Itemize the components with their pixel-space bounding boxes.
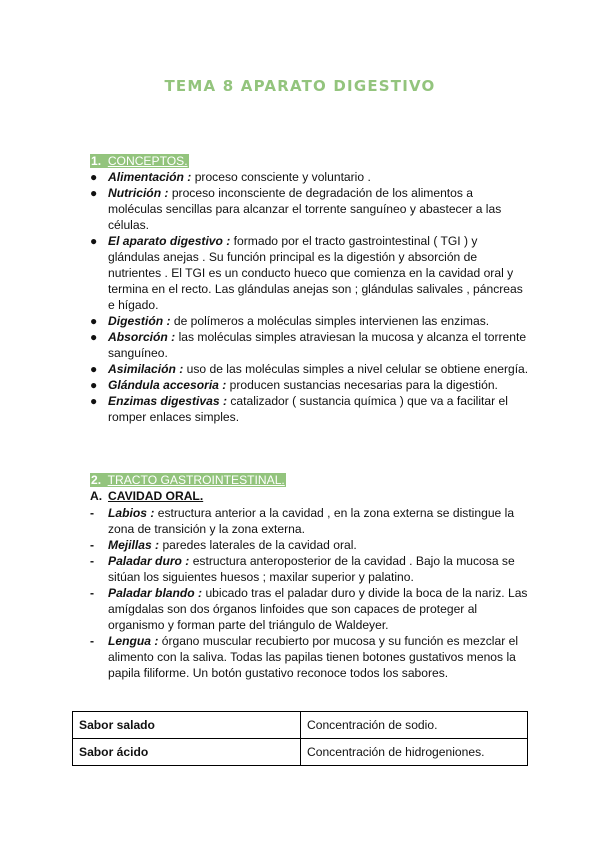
bullet-icon: ● xyxy=(90,186,98,200)
tastes-table xyxy=(72,711,528,766)
section-highlight xyxy=(90,473,286,487)
subsection-letter: A. xyxy=(90,489,103,503)
section-heading-tracto xyxy=(90,473,286,487)
page-title: TEMA 8 APARATO DIGESTIVO xyxy=(164,77,436,95)
bullet-icon: ● xyxy=(90,362,98,376)
list-item: ● Glándula accesoria : producen sustancias necesarias para la digestión. xyxy=(90,378,498,392)
section-number: 2. xyxy=(91,473,102,487)
list-item: - Labios : estructura anterior a la cavidad , en la zona externa se distingue la zona de transición y la zona externa. xyxy=(90,506,515,536)
list-item: - Paladar blando : ubicado tras el paladar duro y divide la boca de la nariz. Las amígdalas son dos órganos linfoides que son capaces de proteger al organismo y forman parte del triángulo de Waldeyer. xyxy=(90,586,528,632)
bullet-icon: ● xyxy=(90,378,98,392)
list-item: ● Digestión : de polímeros a moléculas simples intervienen las enzimas. xyxy=(90,314,490,328)
subsection-title: CAVIDAD ORAL. xyxy=(108,489,204,503)
bullet-icon: ● xyxy=(90,234,98,248)
list-item: ● Asimilación : uso de las moléculas simples a nivel celular se obtiene energía. xyxy=(90,362,529,376)
table-cell-value: Concentración de sodio. xyxy=(301,712,528,739)
section-title: TRACTO GASTROINTESTINAL. xyxy=(107,473,285,487)
table-cell-key: Sabor salado xyxy=(73,712,301,739)
bullet-icon: ● xyxy=(90,394,98,408)
bullet-icon: ● xyxy=(90,314,98,328)
dash-bullet: - xyxy=(90,506,95,520)
table-row xyxy=(73,739,528,766)
table-cell-value: Concentración de hidrogeniones. xyxy=(301,739,528,766)
list-item: - Paladar duro : estructura anteroposterior de la cavidad . Bajo la mucosa se sitúan los siguientes huesos ; maxilar superior y palatino. xyxy=(90,554,515,584)
list-item: ● Absorción : las moléculas simples atraviesan la mucosa y alcanza el torrente sanguíneo. xyxy=(90,330,527,360)
dash-bullet: - xyxy=(90,586,95,600)
list-item: ● El aparato digestivo : formado por el tracto gastrointestinal ( TGI ) y glándulas anejas . Su función principal es la digestión y absorción de nutrientes . El TGI es un conducto hueco que comienza en la cavidad oral y termina en el recto. Las glándulas anejas son ; glándulas salivales , páncreas e hígado. xyxy=(90,234,523,312)
list-item: - Mejillas : paredes laterales de la cavidad oral. xyxy=(90,538,357,552)
list-item: ● Nutrición : proceso inconsciente de degradación de los alimentos a moléculas sencillas para alcanzar el torrente sanguíneo y abastecer a las células. xyxy=(90,186,502,232)
bullet-icon: ● xyxy=(90,330,98,344)
table-row xyxy=(73,712,528,739)
list-item: ● Alimentación : proceso consciente y voluntario . xyxy=(90,170,371,184)
section-number: 1. xyxy=(91,154,102,168)
section-highlight xyxy=(90,154,189,168)
dash-bullet: - xyxy=(90,634,95,648)
section-title: CONCEPTOS. xyxy=(107,154,188,168)
bullet-icon: ● xyxy=(90,170,98,184)
table-cell-key: Sabor ácido xyxy=(73,739,301,766)
oral-cavity-list xyxy=(90,505,530,681)
list-item: ● Enzimas digestivas : catalizador ( sustancia química ) que va a facilitar el romper enlaces simples. xyxy=(90,394,508,424)
dash-bullet: - xyxy=(90,538,95,552)
subsection-heading-cavidad-oral xyxy=(90,489,203,503)
section-heading-conceptos xyxy=(90,154,189,168)
concepts-list xyxy=(90,169,530,425)
list-item: - Lengua : órgano muscular recubierto por mucosa y su función es mezclar el alimento con la saliva. Todas las papilas tienen botones gustativos menos la papila filiforme. Un botón gustativo reconoce todos los sabores. xyxy=(90,634,519,680)
dash-bullet: - xyxy=(90,554,95,568)
